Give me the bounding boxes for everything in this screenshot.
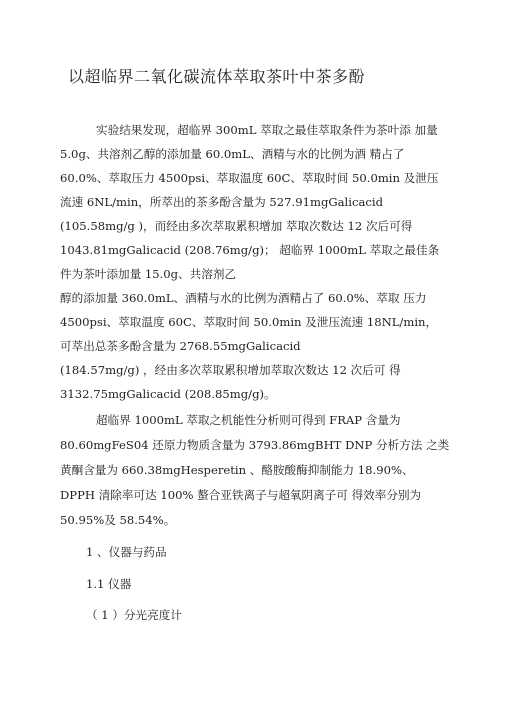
paragraph-line: 60.0%、萃取压力 4500psi、萃取温度 60C、萃取时间 50.0min 及泄压	[60, 171, 439, 185]
subsection-heading: 1.1 仪器	[86, 577, 132, 591]
document-title: 以超临界二氧化碳流体萃取茶叶中茶多酚	[68, 67, 366, 86]
paragraph-line: 可萃出总茶多酚含量为 2768.55mgGalicacid	[60, 339, 301, 353]
paragraph-line: 3132.75mgGalicacid (208.85mg/g)。	[60, 387, 276, 401]
paragraph-line: DPPH 清除率可达 100% 螯合亚铁离子与超氧阴离子可 得效率分别为	[60, 488, 422, 502]
paragraph-line: 50.95%及 58.54%。	[60, 513, 176, 527]
paragraph-line: 黄酮含量为 660.38mgHesperetin 、酪胺酸酶抑制能力 18.90%、	[60, 463, 414, 477]
paragraph-line: 醇的添加量 360.0mL、酒精与水的比例为酒精占了 60.0%、萃取 压力	[60, 291, 427, 305]
paragraph-line: 实验结果发现，超临界 300mL 萃取之最佳萃取条件为茶叶添 加量	[96, 123, 438, 137]
paragraph-line: 超临界 1000mL 萃取之机能性分析则可得到 FRAP 含量为	[96, 413, 401, 427]
paragraph-line: 5.0g、共溶剂乙醇的添加量 60.0mL、酒精与水的比例为酒 精占了	[60, 147, 405, 161]
section-heading: 1 、仪器与药品	[86, 545, 167, 559]
paragraph-line: (184.57mg/g) ，经由多次萃取累积增加萃取次数达 12 次后可 得	[60, 363, 401, 377]
paragraph-line: 4500psi、萃取温度 60C、萃取时间 50.0min 及泄压流速 18NL/min，	[60, 315, 438, 329]
list-item: （ 1 ）分光亮度计	[86, 608, 182, 622]
paragraph-line: 1043.81mgGalicacid (208.76mg/g)； 超临界 1000mL 萃取之最佳条	[60, 243, 440, 257]
paragraph-line: 流速 6NL/min，所萃出的茶多酚含量为 527.91mgGalicacid	[60, 195, 383, 209]
paragraph-line: 80.60mgFeS04 还原力物质含量为 3793.86mgBHT DNP 分析方法 之类	[60, 438, 450, 452]
paragraph-line: (105.58mg/g )，而经由多次萃取累积增加 萃取次数达 12 次后可得	[60, 219, 413, 233]
paragraph-line: 件为茶叶添加量 15.0g、共溶剂乙	[60, 267, 237, 281]
